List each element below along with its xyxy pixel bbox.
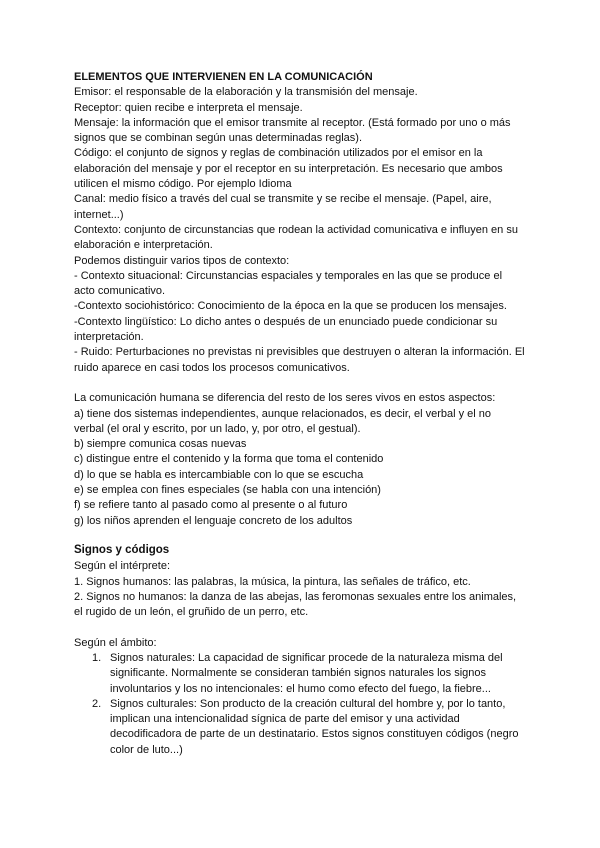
list-item-line — [74, 727, 544, 742]
text-line: elaboración e interpretación. — [74, 239, 213, 252]
interprete-section — [74, 559, 544, 620]
text-line: Podemos distinguir varios tipos de contexto: — [74, 254, 290, 267]
ambito-label: Según el ámbito: — [74, 636, 157, 649]
list-item-text: Signos naturales: La capacidad de significar procede de la naturaleza misma del — [110, 651, 503, 664]
text-line: internet...) — [74, 208, 124, 221]
text-line: c) distingue entre el contenido y la forma que toma el contenido — [74, 453, 384, 466]
text-line: elaboración del mensaje y por el receptor en su interpretación. Es necesario que ambos — [74, 162, 503, 175]
text-line: Emisor: el responsable de la elaboración y la transmisión del mensaje. — [74, 86, 418, 99]
text-line: -Contexto lingüístico: Lo dicho antes o después de un enunciado puede condicionar su — [74, 315, 498, 328]
text-line: - Contexto situacional: Circunstancias espaciales y temporales en las que se produce el — [74, 269, 503, 282]
document-page — [74, 70, 544, 758]
text-line: Según el intérprete: — [74, 560, 171, 573]
list-item — [74, 651, 544, 697]
text-line: - Ruido: Perturbaciones no previstas ni previsibles que destruyen o alteran la información. El — [74, 346, 525, 359]
list-item-line — [74, 743, 544, 758]
list-item-text: involuntarios y los no intencionales: el humo como efecto del fuego, la fiebre... — [110, 682, 491, 695]
text-line: b) siempre comunica cosas nuevas — [74, 438, 247, 451]
text-line: f) se refiere tanto al pasado como al presente o al futuro — [74, 499, 348, 512]
list-item-line — [74, 651, 544, 666]
text-line: Receptor: quien recibe e interpreta el mensaje. — [74, 101, 303, 114]
list-item-text: implican una intencionalidad sígnica de parte del emisor y una actividad — [110, 713, 460, 726]
list-item-line — [74, 682, 544, 697]
text-line: d) lo que se habla es intercambiable con lo que se escucha — [74, 468, 364, 481]
list-item-line — [74, 666, 544, 681]
list-item-text: decodificadora de parte de un destinatario. Estos signos constituyen códigos (negro — [110, 728, 519, 741]
ambito-list — [74, 651, 544, 758]
text-line: interpretación. — [74, 331, 144, 344]
communication-elements-section — [74, 85, 544, 376]
list-number: 2. — [92, 697, 102, 710]
text-line: 1. Signos humanos: las palabras, la música, la pintura, las señales de tráfico, etc. — [74, 575, 471, 588]
list-number: 1. — [92, 651, 102, 664]
list-item-text: color de luto...) — [110, 743, 183, 756]
text-line: utilicen el mismo código. Por ejemplo Idioma — [74, 178, 292, 191]
text-line: g) los niños aprenden el lenguaje concreto de los adultos — [74, 514, 353, 527]
text-line: -Contexto sociohistórico: Conocimiento de la época en la que se producen los mensajes. — [74, 300, 507, 313]
signos-heading: Signos y códigos — [74, 544, 170, 557]
text-line: el rugido de un león, el gruñido de un perro, etc. — [74, 606, 309, 619]
text-line: verbal (el oral y escrito, por un lado, y, por otro, el gestual). — [74, 422, 361, 435]
list-item-text: Signos culturales: Son producto de la creación cultural del hombre y, por lo tanto, — [110, 697, 506, 710]
text-line: Mensaje: la información que el emisor transmite al receptor. (Está formado por uno o más — [74, 116, 511, 129]
document-title: ELEMENTOS QUE INTERVIENEN EN LA COMUNICACIÓN — [74, 71, 373, 83]
text-line: La comunicación humana se diferencia del resto de los seres vivos en estos aspectos: — [74, 392, 496, 405]
list-item — [74, 697, 544, 758]
list-item-text: significante. Normalmente se consideran también signos naturales los signos — [110, 667, 487, 680]
list-item-line — [74, 697, 544, 712]
text-line: a) tiene dos sistemas independientes, aunque relacionados, es decir, el verbal y el no — [74, 407, 492, 420]
list-item-line — [74, 712, 544, 727]
text-line: e) se emplea con fines especiales (se habla con una intención) — [74, 484, 381, 497]
text-line: acto comunicativo. — [74, 285, 166, 298]
text-line: signos que se combinan según unas determinadas reglas). — [74, 132, 363, 145]
human-communication-section — [74, 391, 544, 529]
text-line: 2. Signos no humanos: la danza de las abejas, las feromonas sexuales entre los animales, — [74, 590, 517, 603]
text-line: Código: el conjunto de signos y reglas de combinación utilizados por el emisor en la — [74, 147, 483, 160]
text-line: Contexto: conjunto de circunstancias que rodean la actividad comunicativa e influyen en su — [74, 223, 518, 236]
text-line: ruido aparece en casi todos los procesos comunicativos. — [74, 361, 350, 374]
text-line: Canal: medio físico a través del cual se transmite y se recibe el mensaje. (Papel, aire, — [74, 193, 492, 206]
